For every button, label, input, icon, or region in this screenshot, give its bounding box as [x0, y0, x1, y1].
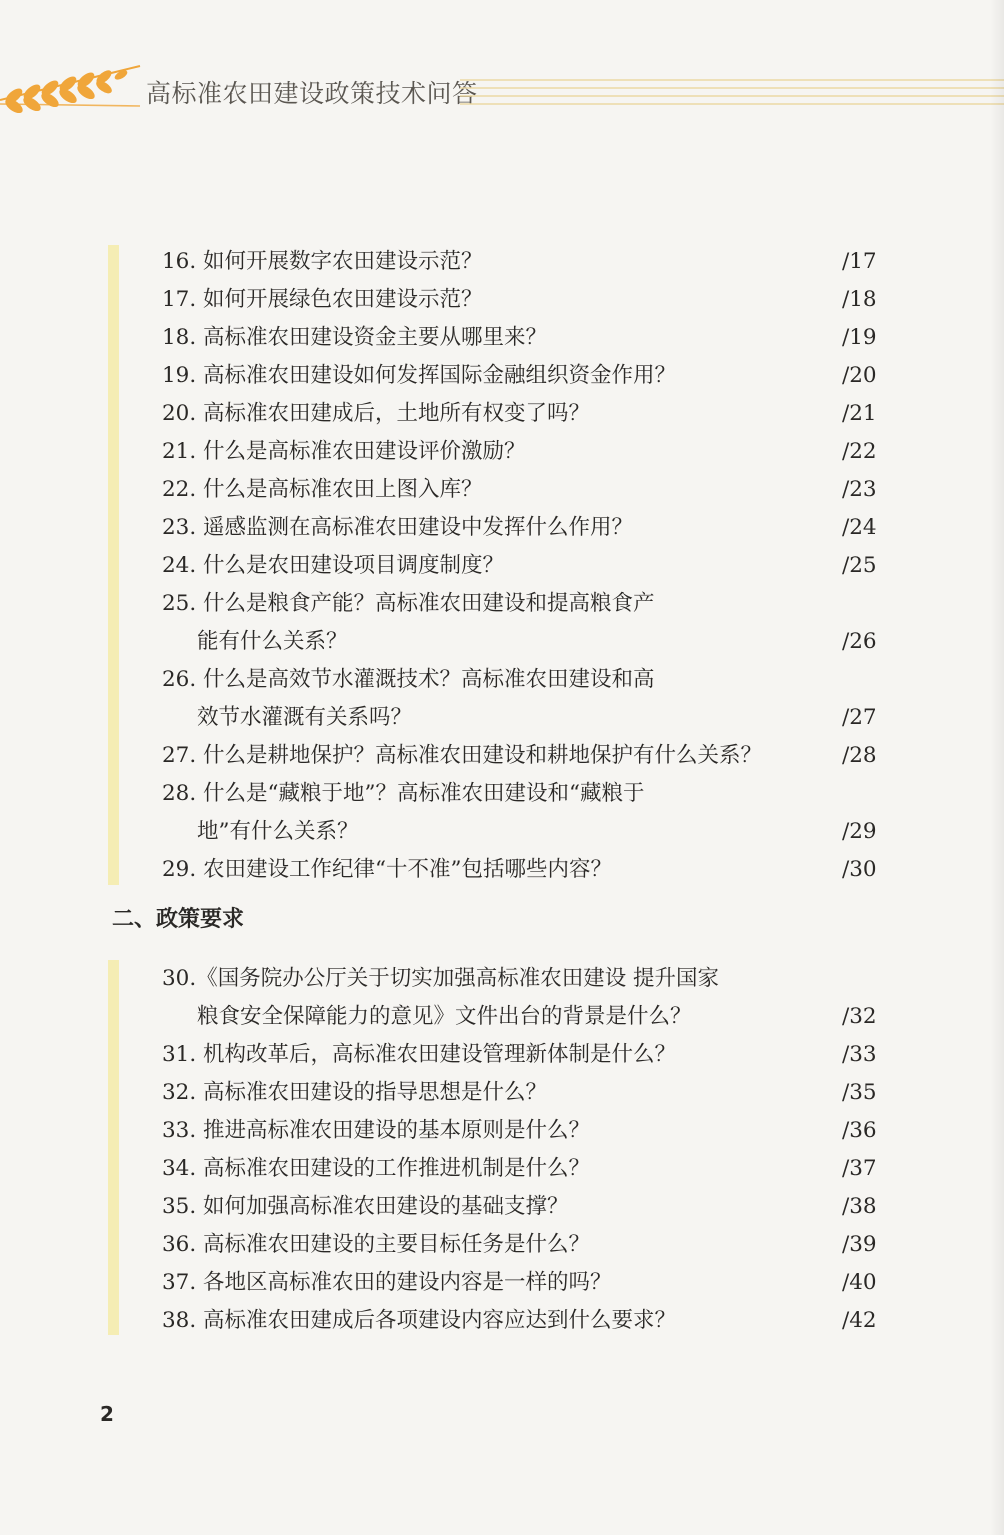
- book-title: 高标准农田建设政策技术问答: [146, 79, 478, 108]
- toc-entry-page: /22: [842, 439, 877, 464]
- header-rule-lines: [460, 76, 1004, 106]
- toc-entry-page: /29: [842, 819, 877, 844]
- toc-entry-page: /37: [842, 1156, 877, 1181]
- toc-entry-page: /42: [842, 1308, 877, 1333]
- toc-list-part2: [108, 960, 888, 1335]
- toc-entry-page: /19: [842, 325, 877, 350]
- toc-list-part1: [108, 245, 888, 885]
- toc-entry-title: 34. 高标准农田建设的工作推进机制是什么？: [162, 1156, 591, 1181]
- toc-entry-page: /28: [842, 743, 877, 768]
- page-edge-shadow: [990, 0, 1004, 1535]
- toc-entry-page: /23: [842, 477, 877, 502]
- toc-entry-page: /17: [842, 249, 877, 274]
- toc-entry-page: /32: [842, 1004, 877, 1029]
- toc-entry-title: 19. 高标准农田建设如何发挥国际金融组织资金作用？: [162, 363, 677, 388]
- toc-entry-title-continued: 地”有什么关系？: [197, 819, 359, 844]
- section-heading: 二、政策要求: [112, 907, 245, 932]
- margin-highlight-bar: [108, 245, 119, 885]
- toc-entry-page: /20: [842, 363, 877, 388]
- toc-entry-title: 21. 什么是高标准农田建设评价激励？: [162, 439, 526, 464]
- margin-highlight-bar: [108, 960, 119, 1335]
- toc-entry-page: /25: [842, 553, 877, 578]
- toc-entry-title-continued: 粮食安全保障能力的意见》文件出台的背景是什么？: [197, 1004, 692, 1029]
- toc-entry-title: 18. 高标准农田建设资金主要从哪里来？: [162, 325, 548, 350]
- toc-entry-title: 31. 机构改革后，高标准农田建设管理新体制是什么？: [162, 1042, 677, 1067]
- toc-entry-page: /27: [842, 705, 877, 730]
- toc-entry-page: /36: [842, 1118, 877, 1143]
- toc-entry-title: 33. 推进高标准农田建设的基本原则是什么？: [162, 1118, 591, 1143]
- toc-entry-page: /33: [842, 1042, 877, 1067]
- toc-entry-title-continued: 效节水灌溉有关系吗？: [197, 705, 413, 730]
- toc-entry-title: 29. 农田建设工作纪律“十不准”包括哪些内容？: [162, 857, 613, 882]
- toc-entry-page: /26: [842, 629, 877, 654]
- toc-entry-title: 30.《国务院办公厅关于切实加强高标准农田建设 提升国家: [162, 966, 720, 991]
- toc-entry-page: /21: [842, 401, 877, 426]
- toc-entry-title: 24. 什么是农田建设项目调度制度？: [162, 553, 505, 578]
- toc-entry-page: /30: [842, 857, 877, 882]
- running-header: [0, 60, 1004, 130]
- toc-entry-title: 35. 如何加强高标准农田建设的基础支撑？: [162, 1194, 569, 1219]
- toc-entry-title: 23. 遥感监测在高标准农田建设中发挥什么作用？: [162, 515, 634, 540]
- toc-entry-title: 28. 什么是“藏粮于地”？高标准农田建设和“藏粮于: [162, 781, 645, 806]
- page-number: 2: [100, 1402, 114, 1426]
- toc-entry-title: 36. 高标准农田建设的主要目标任务是什么？: [162, 1232, 591, 1257]
- toc-entry-title: 27. 什么是耕地保护？高标准农田建设和耕地保护有什么关系？: [162, 743, 763, 768]
- toc-entry-title: 32. 高标准农田建设的指导思想是什么？: [162, 1080, 548, 1105]
- toc-entry-title: 17. 如何开展绿色农田建设示范？: [162, 287, 483, 312]
- wheat-ear-icon: [0, 60, 145, 120]
- toc-entry-page: /40: [842, 1270, 877, 1295]
- toc-entry-title-continued: 能有什么关系？: [197, 629, 348, 654]
- toc-entry-title: 26. 什么是高效节水灌溉技术？高标准农田建设和高: [162, 667, 655, 692]
- toc-entry-page: /38: [842, 1194, 877, 1219]
- toc-entry-title: 38. 高标准农田建成后各项建设内容应达到什么要求？: [162, 1308, 677, 1333]
- toc-entry-page: /18: [842, 287, 877, 312]
- toc-entry-page: /35: [842, 1080, 877, 1105]
- toc-entry-title: 37. 各地区高标准农田的建设内容是一样的吗？: [162, 1270, 612, 1295]
- toc-entry-title: 16. 如何开展数字农田建设示范？: [162, 249, 483, 274]
- toc-entry-title: 22. 什么是高标准农田上图入库？: [162, 477, 483, 502]
- toc-entry-page: /39: [842, 1232, 877, 1257]
- toc-entry-title: 20. 高标准农田建成后，土地所有权变了吗？: [162, 401, 591, 426]
- toc-entry-title: 25. 什么是粮食产能？高标准农田建设和提高粮食产: [162, 591, 655, 616]
- toc-entry-page: /24: [842, 515, 877, 540]
